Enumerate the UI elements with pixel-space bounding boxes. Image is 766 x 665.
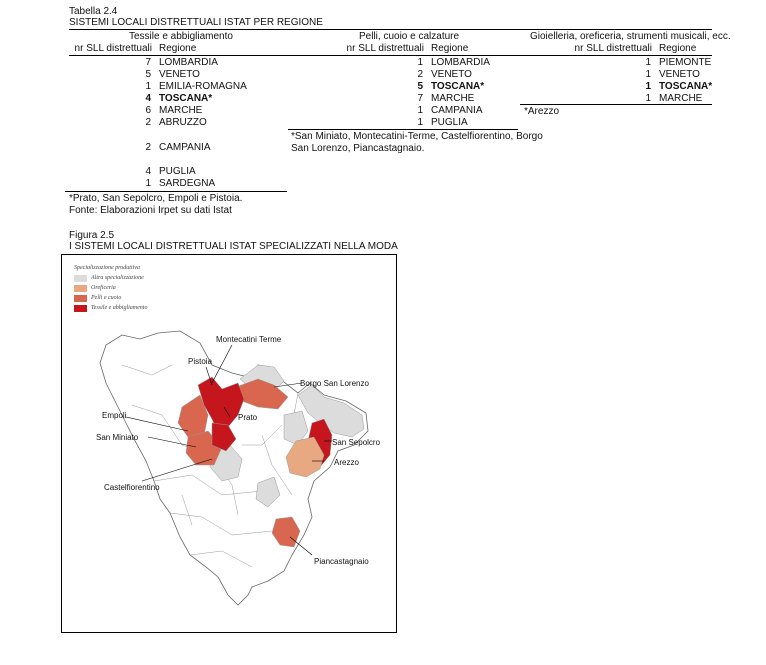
label-prato: Prato	[238, 413, 258, 422]
textile-region: TOSCANA*	[159, 93, 213, 104]
textile-count: 6	[145, 105, 151, 116]
label-pistoia: Pistoia	[188, 357, 213, 366]
figure-title: I SISTEMI LOCALI DISTRETTUALI ISTAT SPECIALIZZATI NELLA MODA	[69, 241, 398, 252]
leather-count: 1	[417, 117, 423, 128]
leather-count: 7	[417, 93, 423, 104]
jewelry-count: 1	[645, 93, 651, 104]
table-number: Tabella 2.4	[69, 6, 118, 17]
col-region-jewelry: Regione	[659, 43, 697, 54]
section-header-jewelry: Gioielleria, oreficeria, strumenti musicali, ecc.	[530, 31, 731, 42]
legend-label-leather: Pelli e cuoio	[91, 295, 122, 301]
textile-region: VENETO	[159, 69, 200, 80]
label-empoli: Empoli	[102, 411, 127, 420]
textile-count: 1	[145, 81, 151, 92]
col-region-textile: Regione	[159, 43, 197, 54]
table-source: Fonte: Elaborazioni Irpet su dati Istat	[69, 205, 232, 216]
col-count-textile: nr SLL distrettuali	[74, 43, 152, 54]
textile-region: PUGLIA	[159, 166, 196, 177]
textile-count: 5	[145, 69, 151, 80]
textile-count: 7	[145, 57, 151, 68]
label-castelfiorentino: Castelfiorentino	[104, 483, 160, 492]
label-montecatini: Montecatini Terme	[216, 335, 282, 344]
section-header-leather: Pelli, cuoio e calzature	[359, 31, 460, 42]
figure-number: Figura 2.5	[69, 230, 115, 241]
table-header-rule	[69, 55, 712, 56]
leather-note: *San Miniato, Montecatini-Terme, Castelfiorentino, Borgo	[291, 131, 543, 142]
textile-note: *Prato, San Sepolcro, Empoli e Pistoia.	[69, 193, 243, 204]
textile-count: 4	[145, 93, 151, 104]
tuscany-map	[61, 254, 397, 633]
col-count-jewelry: nr SLL distrettuali	[574, 43, 652, 54]
leather-region: VENETO	[431, 69, 472, 80]
leather-note: San Lorenzo, Piancastagnaio.	[291, 143, 425, 154]
leather-count: 1	[417, 105, 423, 116]
label-arezzo: Arezzo	[334, 458, 359, 467]
textile-region: MARCHE	[159, 105, 203, 116]
col-region-leather: Regione	[431, 43, 469, 54]
leather-region: MARCHE	[431, 93, 475, 104]
jewelry-region: TOSCANA*	[659, 81, 713, 92]
textile-region: EMILIA-ROMAGNA	[159, 81, 247, 92]
leather-region: LOMBARDIA	[431, 57, 490, 68]
legend-title: Specializzazione produttiva	[74, 265, 140, 271]
legend-label-other: Altra specializzazione	[91, 275, 144, 281]
jewelry-region: PIEMONTE	[659, 57, 712, 68]
jewelry-note-rule	[520, 104, 712, 105]
jewelry-region: MARCHE	[659, 93, 703, 104]
label-sansepolcro: San Sepolcro	[332, 438, 381, 447]
textile-region: ABRUZZO	[159, 117, 207, 128]
leather-count: 5	[417, 81, 423, 92]
leather-count: 2	[417, 69, 423, 80]
table-top-rule	[69, 29, 712, 30]
jewelry-count: 1	[645, 57, 651, 68]
legend-label-textile: Tessile e abbigliamento	[91, 305, 148, 311]
textile-region: LOMBARDIA	[159, 57, 218, 68]
textile-note-rule	[65, 191, 287, 192]
leather-count: 1	[417, 57, 423, 68]
textile-region: CAMPANIA	[159, 142, 211, 153]
leather-region: TOSCANA*	[431, 81, 485, 92]
col-count-leather: nr SLL distrettuali	[346, 43, 424, 54]
label-sanminiato: San Miniato	[96, 433, 139, 442]
table-title: SISTEMI LOCALI DISTRETTUALI ISTAT PER REGIONE	[69, 17, 323, 28]
jewelry-note: *Arezzo	[524, 106, 560, 117]
leather-note-rule	[288, 129, 518, 130]
jewelry-region: VENETO	[659, 69, 700, 80]
legend-label-jewelry: Oreficeria	[91, 285, 116, 291]
jewelry-count: 1	[645, 69, 651, 80]
leather-region: CAMPANIA	[431, 105, 483, 116]
textile-count: 4	[145, 166, 151, 177]
section-header-textile: Tessile e abbigliamento	[129, 31, 233, 42]
textile-count: 1	[145, 178, 151, 189]
textile-count: 2	[145, 117, 151, 128]
jewelry-count: 1	[645, 81, 651, 92]
label-borgo: Borgo San Lorenzo	[300, 379, 369, 388]
textile-count: 2	[145, 142, 151, 153]
leather-region: PUGLIA	[431, 117, 468, 128]
textile-region: SARDEGNA	[159, 178, 216, 189]
label-piancastagnaio: Piancastagnaio	[314, 557, 369, 566]
